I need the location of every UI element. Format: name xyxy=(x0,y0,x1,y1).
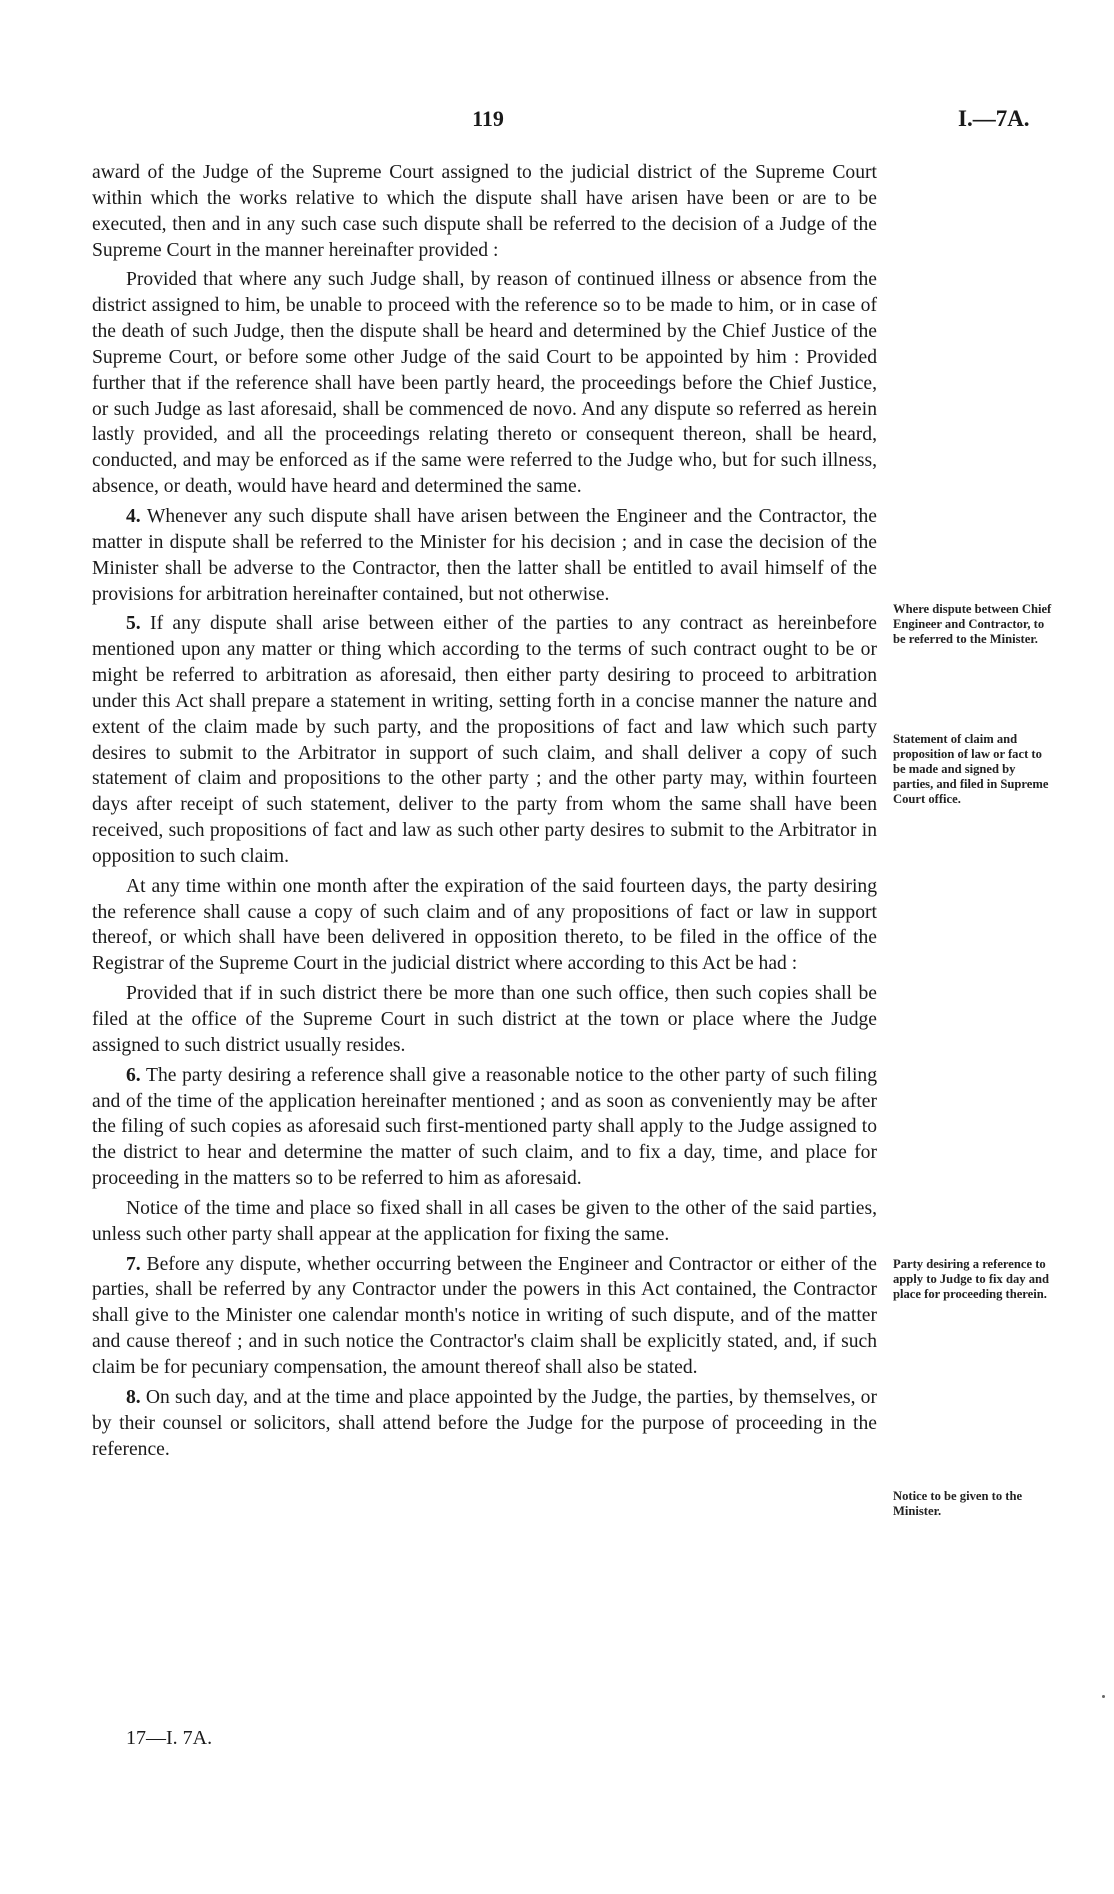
page-number: 119 xyxy=(472,106,504,131)
paragraph xyxy=(92,1196,877,1248)
paragraph xyxy=(92,981,877,1059)
main-text xyxy=(92,160,877,1466)
section-number: 6. xyxy=(126,1064,141,1086)
paragraph xyxy=(92,160,877,263)
margin-note-section-4: Where dispute between Chief Engineer and Contractor, to be referred to the Minister. xyxy=(893,602,1052,646)
paragraph-section-7 xyxy=(92,1252,877,1381)
section-number: 4. xyxy=(126,505,141,527)
document-reference: I.—7A. xyxy=(958,106,1030,131)
paragraph-text: The party desiring a reference shall give a reasonable notice to the other party of such filing and of the time of the application hereinafter mentioned ; and as soon as conveniently may be after the filing of such copies as aforesaid such first-mentioned party shall apply to the Judge assigned to the district to hear and determine the matter of such claim, and to fix a day, time, and place for proceeding in the matters so to be referred to him as aforesaid. xyxy=(92,1064,877,1190)
paragraph-text: Provided that where any such Judge shall, by reason of continued illness or absence from the district assigned to him, be unable to proceed with the reference so to be made to him, or in case of the death of such Judge, then the dispute shall be heard and determined by the Chief Justice of the Supreme Court, or before some other Judge of the said Court to be appointed by him : Provided further that if the reference shall have been partly heard, the proceedings before the Chief Justice, or such Judge as last aforesaid, shall be commenced de novo. And any dispute so referred as herein lastly provided, and all the proceedings relating thereto or consequent thereon, shall be heard, conducted, and may be enforced as if the same were referred to the Judge who, but for such illness, absence, or death, would have heard and determined the same. xyxy=(92,269,877,498)
paragraph-section-8 xyxy=(92,1385,877,1463)
paragraph-section-4 xyxy=(92,504,877,607)
paragraph-text: If any dispute shall arise between either of the parties to any contract as hereinbefore mentioned upon any matter or thing which according to the terms of such contract ought to be or might be referred to arbitration as aforesaid, then either party desiring to proceed to arbitration under this Act shall prepare a statement in writing, setting forth in a concise manner the nature and extent of the claim made by such party, and the propositions of fact and law which such party desires to submit to the Arbitrator in support of such claim, and shall deliver a copy of such statement of claim and propositions to the other party ; and the other party may, within fourteen days after receipt of such statement, deliver to the party from whom the same shall have been received, such propositions of fact and law as such other party desires to submit to the Arbitrator in opposition to such claim. xyxy=(92,613,877,867)
paragraph-section-5 xyxy=(92,611,877,869)
paragraph-text: Notice of the time and place so fixed shall in all cases be given to the other of the said parties, unless such other party shall appear at the application for fixing the same. xyxy=(92,1197,877,1245)
section-number: 8. xyxy=(126,1386,141,1408)
margin-note-section-5: Statement of claim and proposition of law or fact to be made and signed by parties, and filed in Supreme Court office. xyxy=(893,732,1049,806)
paragraph-text: award of the Judge of the Supreme Court assigned to the judicial district of the Supreme Court within which the works relative to which the dispute shall have arisen have been or are to be executed, then and in any such case such dispute shall be referred to the decision of a Judge of the Supreme Court in the manner hereinafter provided : xyxy=(92,162,877,261)
signature-reference: 17—I. 7A. xyxy=(126,1727,213,1749)
paragraph-text: Whenever any such dispute shall have arisen between the Engineer and the Contractor, the matter in dispute shall be referred to the Minister for his decision ; and in case the decision of the Minister shall be adverse to the Contractor, then the latter shall be entitled to avail himself of the provisions for arbitration hereinafter contained, but not otherwise. xyxy=(92,505,877,605)
paragraph-section-6 xyxy=(92,1063,877,1192)
margin-note-section-6: Party desiring a reference to apply to Judge to fix day and place for proceeding therein. xyxy=(893,1257,1050,1301)
paragraph xyxy=(92,267,877,500)
section-number: 7. xyxy=(126,1253,141,1275)
paragraph-text: Provided that if in such district there be more than one such office, then such copies shall be filed at the office of the Supreme Court in such district at the town or place where the Judge assigned to such district usually resides. xyxy=(92,983,877,1056)
paragraph-text: At any time within one month after the expiration of the said fourteen days, the party desiring the reference shall cause a copy of such claim and of any propositions of fact or law in support thereof, or which shall have been delivered in opposition thereto, to be filed in the office of the Registrar of the Supreme Court in the judicial district where according to this Act be had : xyxy=(92,875,877,975)
section-number: 5. xyxy=(126,613,141,635)
edge-mark xyxy=(1102,1695,1105,1698)
paragraph xyxy=(92,874,877,977)
margin-note-section-7: Notice to be given to the Minister. xyxy=(893,1489,1023,1518)
paragraph-text: On such day, and at the time and place appointed by the Judge, the parties, by themselves, or by their counsel or solicitors, shall attend before the Judge for the purpose of proceeding in the reference. xyxy=(92,1386,877,1460)
paragraph-text: Before any dispute, whether occurring between the Engineer and Contractor or either of the parties, shall be referred by any Contractor under the powers in this Act contained, the Contractor shall give to the Minister one calendar month's notice in writing of such dispute, and of the matter and cause thereof ; and in such notice the Contractor's claim shall be explicitly stated, and, if such claim be for pecuniary compensation, the amount thereof shall also be stated. xyxy=(92,1253,877,1378)
